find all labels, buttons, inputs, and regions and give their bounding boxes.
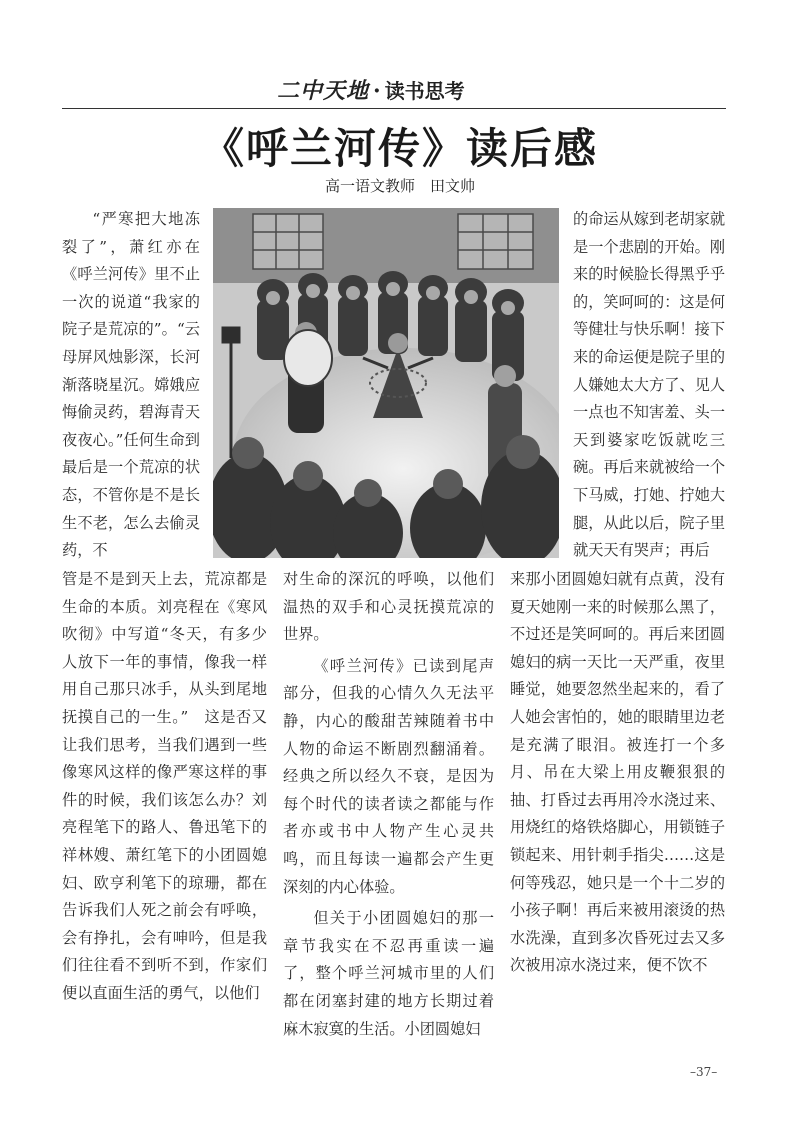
col1-text-top: “严寒把大地冻裂了”，萧红亦在《呼兰河传》里不止一次的说道“我家的院子是荒凉的”。“云母屏风烛影深，长河渐落晓星沉。嫦娥应悔偷灵药，碧海青天夜夜心。”任何生命到最后是一个荒凉的状态，不管你是不是长生不老，怎么去偷灵药，不 (62, 210, 200, 560)
hand-drum (284, 330, 332, 386)
page-header (62, 72, 726, 109)
page-number: –37– (690, 1065, 718, 1079)
lattice-window-left (253, 214, 323, 269)
illustration-scene (213, 208, 559, 558)
article-illustration (213, 208, 559, 558)
col1-text-bottom: 管是不是到天上去，荒凉都是生命的本质。刘亮程在《寒风吹彻》中写道“冬天，有多少人放下一年的事情，像我一样用自己那只冰手，从头到尾地抚摸自己的一生。” 这是否又让我们思考，当我们遇到一些像寒风这样的像严寒这样的事件的时候，我们该怎么办？刘亮程笔下的路人、鲁迅笔下的祥林嫂、萧红笔下的小团圆媳妇、欧亨利笔下的琼珊，都在告诉我们人死之前会有呼唤，会有挣扎，会有呻吟，但是我们往往看不到听不到，作家们便以直面生活的勇气，以他们 (62, 570, 267, 1002)
article-title: 《呼兰河传》读后感 (201, 124, 598, 173)
header-title (277, 74, 465, 105)
col2-paragraph-2: 《呼兰河传》已读到尾声部分，但我的心情久久无法平静，内心的酸甜苦辣随着书中人物的命运不断剧烈翻涌着。经典之所以经久不衰，是因为每个时代的读者读之都能与作者亦或书中人物产生心灵共鸣，而且每读一遍都会产生更深刻的内心体验。 (283, 656, 494, 896)
header-section: 读书思考 (384, 79, 465, 103)
header-separator: · (373, 78, 381, 104)
article-author: 高一语文教师 田文帅 (324, 177, 475, 195)
lattice-window-right (458, 214, 533, 269)
col2-paragraph-3: 但关于小团圆媳妇的那一章节我实在不忍再重读一遍了，整个呼兰河城市里的人们都在闭塞封建的地方长期过着麻木寂寞的生活。小团圆媳妇 (283, 909, 494, 1038)
col2-text (283, 566, 494, 1043)
col3-text-top: 的命运从嫁到老胡家就是一个悲剧的开始。刚来的时候脸长得黑乎乎的，笑呵呵的：这是何等健壮与快乐啊！接下来的命运便是院子里的人嫌她太大方了、见人一点也不知害羞、头一天到婆家吃饭就吃三碗。再后来就被给一个下马威，打她、拧她大腿，从此以后，院子里就天天有哭声；再后 (573, 210, 725, 560)
col2-paragraph-1: 对生命的深沉的呼唤，以他们温热的双手和心灵抚摸荒凉的世界。 (283, 570, 494, 644)
header-brand: 二中天地 (277, 78, 370, 104)
col3-text-bottom: 来那小团圆媳妇就有点黄，没有夏天她刚一来的时候那么黑了，不过还是笑呵呵的。再后来团圆媳妇的病一天比一天严重，夜里睡觉，她要忽然坐起来的，看了人她会害怕的，她的眼睛里边老是充满了眼泪。被连打一个多月、吊在大梁上用皮鞭狠狠的抽、打昏过去再用冷水浇过来、用烧红的烙铁烙脚心，用锁链子锁起来、用针刺手指尖……这是何等残忍，她只是一个十二岁的小孩子啊！再后来被用滚烫的热水洗澡，直到多次昏死过去又多次被用凉水浇过来，便不饮不 (510, 570, 725, 975)
